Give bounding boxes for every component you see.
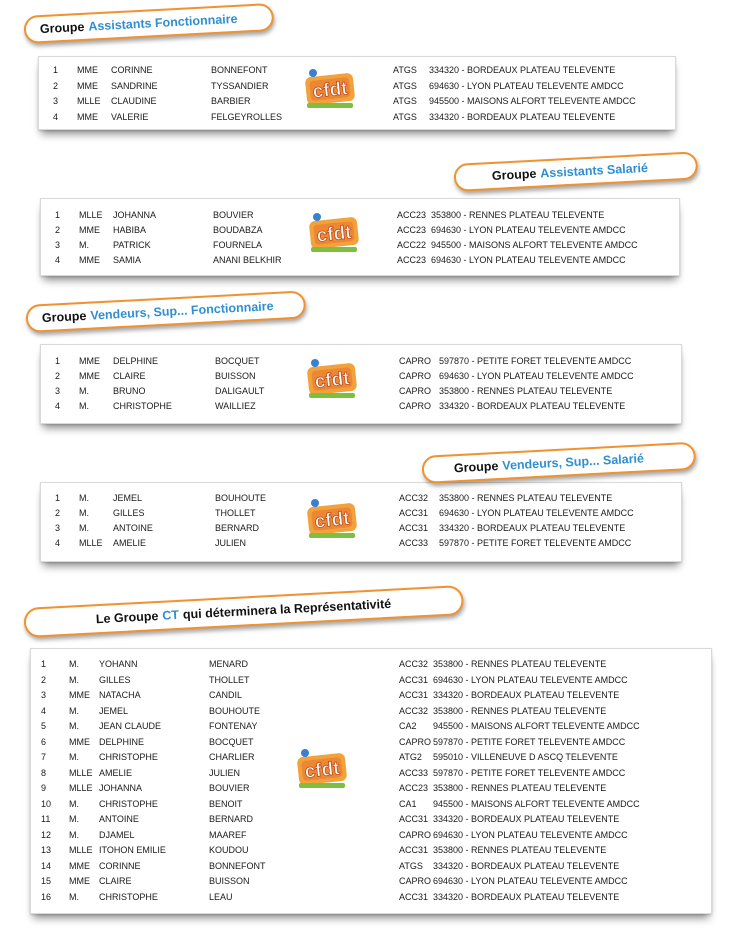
row-lastname: BOUVIER (209, 783, 250, 793)
row-lastname: BONNEFONT (211, 65, 268, 75)
row-lastname: BARBIER (211, 96, 251, 106)
table-row (41, 536, 681, 550)
row-title: MME (79, 225, 100, 235)
row-number: 3 (41, 690, 47, 700)
row-number: 10 (41, 798, 52, 809)
row-lastname: CHARLIER (209, 752, 255, 762)
cfdt-logo-text: cfdt (315, 222, 353, 247)
row-lastname: BUISSON (209, 876, 250, 886)
row-firstname: CHRISTOPHE (99, 891, 158, 902)
row-number: 2 (53, 80, 59, 91)
row-lastname: JULIEN (215, 538, 247, 548)
row-lastname: KOUDOU (209, 845, 249, 855)
row-code: CAPRO (399, 371, 432, 381)
row-code: ACC33 (399, 767, 429, 778)
table-row (31, 719, 711, 733)
row-code: CA2 (399, 721, 417, 731)
row-number: 4 (55, 255, 61, 265)
row-title: M. (69, 705, 79, 716)
row-title: MLLE (69, 845, 93, 855)
row-code: CAPRO (399, 386, 432, 396)
row-title: MME (77, 111, 98, 122)
row-number: 4 (55, 538, 61, 548)
row-code: ATGS (393, 80, 417, 91)
row-firstname: PATRICK (113, 240, 151, 250)
row-number: 1 (53, 65, 59, 75)
table-row (41, 384, 681, 398)
table-row (31, 859, 711, 873)
row-lastname: MAAREF (209, 829, 247, 840)
row-lastname: MENARD (209, 659, 249, 669)
row-firstname: NATACHA (99, 690, 141, 700)
row-site: 353800 - RENNES PLATEAU TELEVENTE (433, 705, 607, 716)
row-lastname: BOCQUET (215, 356, 260, 366)
cfdt-logo-graphic (305, 207, 363, 255)
row-title: M. (79, 493, 89, 503)
row-code: ATGS (393, 111, 417, 122)
row-site: 597870 - PETITE FORET TELEVENTE AMDCC (439, 538, 632, 548)
row-number: 1 (55, 356, 61, 366)
cfdt-logo-text: cfdt (311, 78, 349, 103)
row-firstname: CHRISTOPHE (113, 401, 172, 411)
row-title: MLLE (77, 96, 101, 106)
title-accent: Assistants Salarié (539, 160, 649, 181)
row-code: CAPRO (399, 876, 432, 886)
row-site: 334320 - BORDEAUX PLATEAU TELEVENTE (439, 401, 626, 411)
row-firstname: DELPHINE (99, 736, 145, 747)
row-lastname: BONNEFONT (209, 860, 266, 871)
row-number: 1 (41, 659, 47, 669)
row-site: 694630 - LYON PLATEAU TELEVENTE AMDCC (431, 255, 626, 265)
row-code: ACC31 (399, 508, 429, 518)
row-code: CAPRO (399, 356, 432, 366)
row-title: MME (79, 255, 100, 265)
row-lastname: FONTENAY (209, 721, 258, 731)
section-title (25, 290, 306, 333)
section-title (421, 442, 696, 484)
table-row (41, 399, 681, 413)
row-number: 2 (41, 674, 47, 685)
row-firstname: CORINNE (111, 65, 153, 75)
row-firstname: CORINNE (99, 860, 141, 871)
row-site: 353800 - RENNES PLATEAU TELEVENTE (431, 210, 605, 220)
row-lastname: JULIEN (209, 767, 241, 778)
title-prefix: Le Groupe (95, 608, 159, 627)
row-site: 694630 - LYON PLATEAU TELEVENTE AMDCC (433, 829, 628, 840)
table-row (31, 766, 711, 780)
row-code: CAPRO (399, 401, 432, 411)
row-firstname: JEMEL (113, 493, 143, 503)
row-number: 9 (41, 783, 47, 793)
table-card (30, 648, 712, 914)
row-code: ACC22 (397, 240, 427, 250)
row-site: 945500 - MAISONS ALFORT TELEVENTE AMDCC (433, 721, 640, 731)
row-site: 334320 - BORDEAUX PLATEAU TELEVENTE (429, 111, 616, 122)
table-row (31, 890, 711, 904)
row-firstname: ANTOINE (99, 814, 139, 824)
table-row (31, 750, 711, 764)
row-code: ACC31 (399, 891, 429, 902)
row-lastname: BOUDABZA (213, 225, 263, 235)
table-row (41, 354, 681, 368)
row-code: ACC31 (399, 523, 429, 533)
row-title: M. (69, 829, 79, 840)
row-firstname: CHRISTOPHE (99, 752, 158, 762)
table-card (38, 56, 676, 130)
title-prefix: Groupe (491, 166, 537, 184)
row-lastname: FOURNELA (213, 240, 263, 250)
table-row (31, 735, 711, 749)
row-site: 945500 - MAISONS ALFORT TELEVENTE AMDCC (433, 798, 640, 809)
row-firstname: AMELIE (99, 767, 133, 778)
row-number: 4 (53, 111, 59, 122)
table-card (40, 344, 682, 424)
row-number: 15 (41, 876, 52, 886)
row-code: CAPRO (399, 736, 432, 747)
row-site: 597870 - PETITE FORET TELEVENTE AMDCC (433, 767, 626, 778)
section-title (23, 585, 464, 638)
row-site: 353800 - RENNES PLATEAU TELEVENTE (439, 386, 613, 396)
row-title: M. (79, 386, 89, 396)
cfdt-logo-graphic (303, 353, 361, 401)
row-code: ATGS (399, 860, 423, 871)
table-row (31, 797, 711, 811)
row-title: M. (79, 523, 89, 533)
row-code: ACC31 (399, 690, 429, 700)
row-number: 14 (41, 860, 52, 871)
row-firstname: VALERIE (111, 111, 149, 122)
row-number: 1 (55, 210, 61, 220)
cfdt-logo-graphic (301, 63, 359, 111)
row-title: M. (69, 659, 79, 669)
row-code: ATGS (393, 96, 417, 106)
table-row (41, 369, 681, 383)
row-site: 694630 - LYON PLATEAU TELEVENTE AMDCC (429, 80, 624, 91)
row-title: MME (77, 65, 98, 75)
row-code: ACC23 (397, 255, 427, 265)
row-lastname: CANDIL (209, 690, 243, 700)
table-row (31, 704, 711, 718)
title-prefix: Groupe (41, 308, 87, 326)
row-title: MLLE (69, 783, 93, 793)
row-firstname: DJAMEL (99, 829, 135, 840)
row-code: CA1 (399, 798, 417, 809)
row-number: 8 (41, 767, 47, 778)
row-title: M. (69, 814, 79, 824)
section-title (453, 151, 698, 192)
row-site: 334320 - BORDEAUX PLATEAU TELEVENTE (433, 891, 620, 902)
row-firstname: ITOHON EMILIE (99, 845, 166, 855)
row-firstname: AMELIE (113, 538, 147, 548)
title-accent: Assistants Fonctionnaire (87, 11, 238, 34)
title-suffix: qui déterminera la Représentativité (182, 596, 392, 622)
row-code: ACC31 (399, 674, 429, 685)
row-lastname: DALIGAULT (215, 386, 265, 396)
section-title (23, 3, 274, 44)
row-lastname: THOLLET (209, 674, 250, 685)
row-lastname: BOUHOUTE (215, 493, 267, 503)
row-firstname: CHRISTOPHE (99, 798, 158, 809)
row-site: 694630 - LYON PLATEAU TELEVENTE AMDCC (439, 508, 634, 518)
row-title: MME (69, 860, 90, 871)
row-firstname: JEMEL (99, 705, 129, 716)
table-row (41, 491, 681, 505)
row-number: 4 (41, 705, 47, 716)
row-firstname: DELPHINE (113, 356, 159, 366)
row-firstname: YOHANN (99, 659, 138, 669)
row-lastname: FELGEYROLLES (211, 111, 283, 122)
row-title: MME (77, 80, 98, 91)
cfdt-logo (301, 63, 359, 116)
title-prefix: Groupe (39, 19, 85, 37)
row-firstname: GILLES (113, 508, 145, 518)
cfdt-logo-graphic (303, 493, 361, 541)
table-row (31, 812, 711, 826)
row-number: 7 (41, 752, 47, 762)
table-row (31, 688, 711, 702)
row-site: 334320 - BORDEAUX PLATEAU TELEVENTE (429, 65, 616, 75)
row-number: 6 (41, 736, 47, 747)
row-title: M. (79, 508, 89, 518)
row-number: 4 (55, 401, 61, 411)
row-site: 334320 - BORDEAUX PLATEAU TELEVENTE (433, 814, 620, 824)
row-number: 3 (53, 96, 59, 106)
row-site: 694630 - LYON PLATEAU TELEVENTE AMDCC (431, 225, 626, 235)
row-site: 334320 - BORDEAUX PLATEAU TELEVENTE (433, 860, 620, 871)
table-row (41, 506, 681, 520)
cfdt-logo-text: cfdt (313, 508, 351, 533)
row-firstname: ANTOINE (113, 523, 153, 533)
row-title: MME (69, 736, 90, 747)
row-code: ACC23 (397, 225, 427, 235)
row-number: 5 (41, 721, 47, 731)
cfdt-logo-graphic (293, 743, 351, 791)
title-accent: Vendeurs, Sup... Salarié (501, 451, 645, 473)
row-title: MLLE (69, 767, 93, 778)
row-lastname: BENOIT (209, 798, 243, 809)
table-card (40, 198, 680, 276)
cfdt-logo (305, 207, 363, 260)
row-code: ACC31 (399, 845, 429, 855)
row-site: 595010 - VILLENEUVE D ASCQ TELEVENTE (433, 752, 618, 762)
row-firstname: HABIBA (113, 225, 147, 235)
row-site: 334320 - BORDEAUX PLATEAU TELEVENTE (439, 523, 626, 533)
table-card (40, 482, 682, 562)
row-title: M. (69, 891, 79, 902)
row-lastname: BOUHOUTE (209, 705, 261, 716)
row-title: M. (79, 240, 89, 250)
row-firstname: JOHANNA (99, 783, 143, 793)
row-code: CAPRO (399, 829, 432, 840)
cfdt-logo-text: cfdt (313, 368, 351, 393)
row-number: 1 (55, 493, 61, 503)
row-code: ACC33 (399, 538, 429, 548)
row-site: 353800 - RENNES PLATEAU TELEVENTE (439, 493, 613, 503)
row-title: MME (79, 371, 100, 381)
row-title: M. (69, 752, 79, 762)
row-number: 3 (55, 240, 61, 250)
row-site: 353800 - RENNES PLATEAU TELEVENTE (433, 845, 607, 855)
row-title: M. (69, 674, 79, 685)
row-site: 694630 - LYON PLATEAU TELEVENTE AMDCC (433, 674, 628, 685)
row-number: 16 (41, 891, 52, 902)
cfdt-logo (303, 353, 361, 406)
row-code: ATG2 (399, 752, 422, 762)
row-firstname: GILLES (99, 674, 131, 685)
table-row (31, 874, 711, 888)
row-firstname: CLAUDINE (111, 96, 157, 106)
row-number: 13 (41, 845, 52, 855)
row-code: ACC32 (399, 493, 429, 503)
row-lastname: ANANI BELKHIR (213, 255, 282, 265)
title-accent: CT (161, 607, 180, 623)
row-site: 945500 - MAISONS ALFORT TELEVENTE AMDCC (429, 96, 636, 106)
row-code: ACC32 (399, 705, 429, 716)
row-site: 597870 - PETITE FORET TELEVENTE AMDCC (439, 356, 632, 366)
row-site: 353800 - RENNES PLATEAU TELEVENTE (433, 659, 607, 669)
row-firstname: SANDRINE (111, 80, 158, 91)
row-firstname: CLAIRE (99, 876, 132, 886)
row-title: M. (79, 401, 89, 411)
row-lastname: TYSSANDIER (211, 80, 269, 91)
row-title: MME (69, 690, 90, 700)
cfdt-logo-text: cfdt (303, 758, 341, 783)
row-firstname: SAMIA (113, 255, 142, 265)
row-site: 334320 - BORDEAUX PLATEAU TELEVENTE (433, 690, 620, 700)
row-site: 694630 - LYON PLATEAU TELEVENTE AMDCC (433, 876, 628, 886)
row-lastname: BOCQUET (209, 736, 254, 747)
row-lastname: BERNARD (215, 523, 260, 533)
table-row (31, 657, 711, 671)
cfdt-logo (303, 493, 361, 546)
row-lastname: THOLLET (215, 508, 256, 518)
row-firstname: CLAIRE (113, 371, 146, 381)
cfdt-logo (293, 743, 351, 796)
table-row (31, 673, 711, 687)
row-number: 2 (55, 225, 61, 235)
row-code: ACC32 (399, 659, 429, 669)
row-title: MME (79, 356, 100, 366)
row-firstname: JOHANNA (113, 210, 157, 220)
row-title: M. (69, 721, 79, 731)
table-row (31, 828, 711, 842)
row-site: 597870 - PETITE FORET TELEVENTE AMDCC (433, 736, 626, 747)
row-site: 694630 - LYON PLATEAU TELEVENTE AMDCC (439, 371, 634, 381)
row-title: MME (69, 876, 90, 886)
table-row (31, 843, 711, 857)
row-firstname: JEAN CLAUDE (99, 721, 162, 731)
table-row (41, 521, 681, 535)
row-lastname: BERNARD (209, 814, 254, 824)
row-code: ATGS (393, 65, 417, 75)
row-lastname: BUISSON (215, 371, 256, 381)
row-code: ACC23 (399, 783, 429, 793)
row-code: ACC23 (397, 210, 427, 220)
row-number: 3 (55, 386, 61, 396)
row-title: MLLE (79, 538, 103, 548)
row-code: ACC31 (399, 814, 429, 824)
row-number: 2 (55, 508, 61, 518)
row-lastname: WAILLIEZ (215, 401, 256, 411)
table-row (31, 781, 711, 795)
title-accent: Vendeurs, Sup... Fonctionnaire (89, 299, 274, 323)
row-site: 353800 - RENNES PLATEAU TELEVENTE (433, 783, 607, 793)
row-number: 12 (41, 829, 52, 840)
row-number: 11 (41, 814, 51, 824)
row-number: 3 (55, 523, 61, 533)
row-lastname: BOUVIER (213, 210, 254, 220)
row-lastname: LEAU (209, 891, 233, 902)
row-title: M. (69, 798, 79, 809)
row-number: 2 (55, 371, 61, 381)
title-prefix: Groupe (453, 459, 499, 476)
row-site: 945500 - MAISONS ALFORT TELEVENTE AMDCC (431, 240, 638, 250)
row-title: MLLE (79, 210, 103, 220)
row-firstname: BRUNO (113, 386, 146, 396)
